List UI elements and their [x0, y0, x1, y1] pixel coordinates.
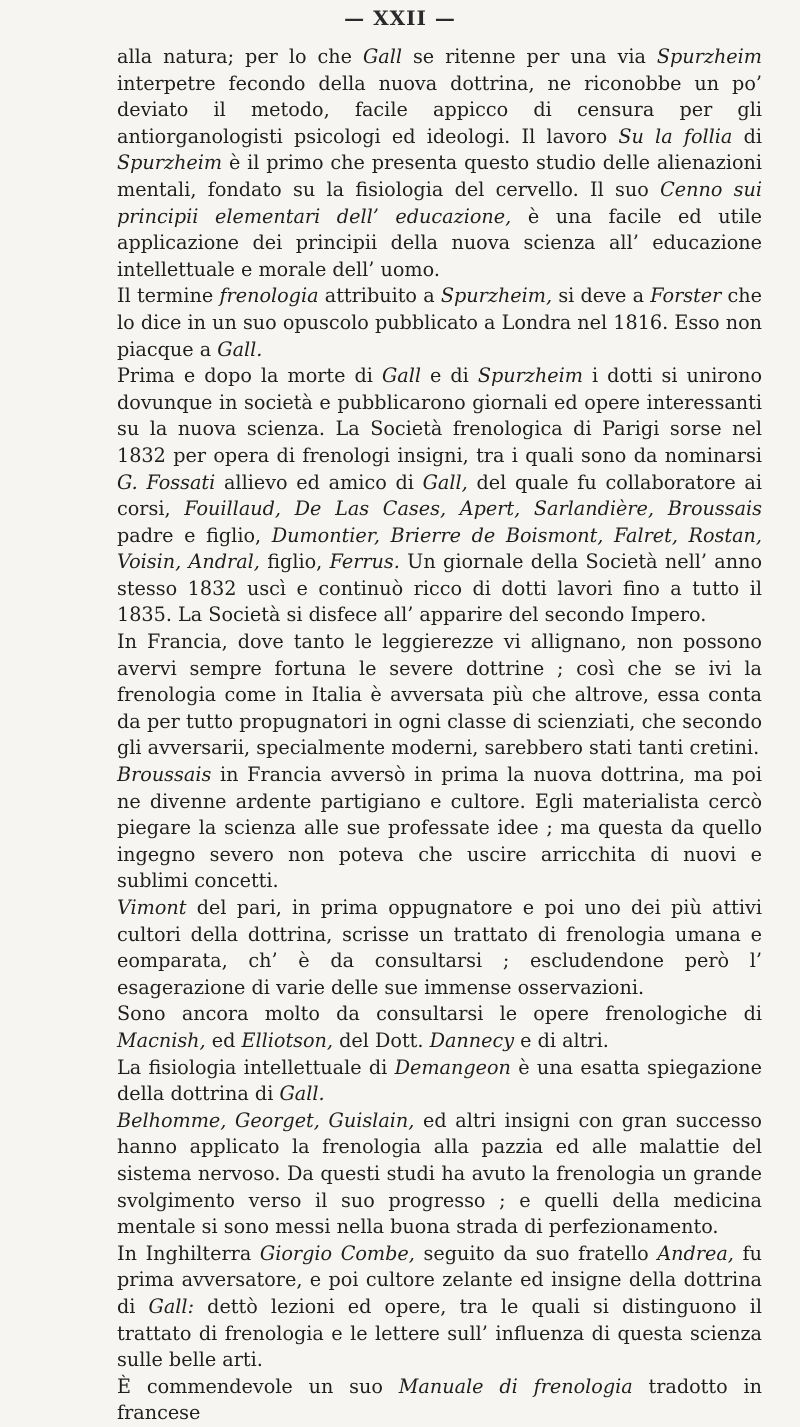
paragraph — [117, 1374, 762, 1427]
paragraph — [117, 363, 762, 629]
italic-run: Gall, — [422, 470, 468, 494]
italic-run: Broussais — [117, 763, 212, 787]
text-run: La fisiologia intellettuale di — [117, 1055, 395, 1079]
paragraph — [117, 1055, 762, 1108]
text-run: ed altri insigni con gran successo hanno applicato la frenologia alla pazzia ed alle malattie del sistema nervoso. Da questi studi ha avuto la frenologia un grande svolgimento verso il suo progresso ; e quelli della medicina mentale si sono messi nella buona strada di perfezionamento. — [117, 1108, 762, 1239]
text-run: padre e figlio, — [117, 523, 272, 547]
text-run: È commendevole un suo — [117, 1374, 399, 1398]
italic-run: Gall — [362, 45, 402, 68]
text-run: alla natura; per lo che — [117, 45, 363, 68]
italic-run: Ferrus. — [329, 550, 400, 574]
italic-run: Dumontier, Brierre de Boismont, Falret, Rostan, Voisin, Andral, — [117, 523, 762, 574]
text-run: ed — [205, 1028, 242, 1052]
italic-run: Cenno sui principii elementari dell’ educazione, — [117, 177, 763, 228]
italic-run: Dannecy — [429, 1028, 515, 1052]
text-run: di — [732, 124, 762, 148]
text-run: Il termine — [117, 284, 220, 308]
text-run: del quale fu collaboratore ai corsi, — [117, 470, 762, 521]
italic-run: Vimont — [117, 896, 187, 919]
italic-run: Spurzheim, — [440, 284, 553, 308]
italic-run: Gall. — [217, 337, 263, 361]
italic-run: Demangeon — [394, 1055, 511, 1079]
text-run: è una facile ed utile applicazione dei principii della nuova scienza all’ educazione intellettuale e morale dell’ uomo. — [117, 204, 762, 281]
text-run: dettò lezioni ed opere, tra le quali si distinguono il trattato di frenologia e le lettere sull’ influenza di questa scienza sulle belle arti. — [117, 1294, 762, 1372]
text-run: seguito da suo fratello — [414, 1241, 658, 1265]
text-run: Prima e dopo la morte di — [117, 364, 382, 388]
text-run: del Dott. — [333, 1028, 430, 1052]
text-run: se ritenne per una via — [401, 45, 657, 68]
paragraph — [117, 1108, 762, 1241]
italic-run: Spurzheim — [477, 364, 583, 388]
paragraph — [117, 283, 762, 363]
italic-run: Spurzheim — [656, 45, 762, 68]
text-run: In Inghilterra — [117, 1241, 260, 1265]
text-run: è una esatta spiegazione della dottrina di — [117, 1055, 763, 1106]
italic-run: Gall — [381, 364, 421, 388]
text-run: figlio, — [259, 550, 330, 574]
text-run: che lo dice in un suo opuscolo pubblicato a Londra nel 1816. Esso non piacque a — [117, 284, 763, 361]
italic-run: Gall. — [279, 1082, 325, 1106]
text-run: Sono ancora molto da consultarsi le opere frenologiche di — [117, 1002, 762, 1026]
italic-run: Macnish, — [117, 1028, 206, 1052]
italic-run: Manuale di frenologia — [398, 1374, 633, 1398]
paragraph — [117, 1241, 762, 1374]
italic-run: G. Fossati — [117, 470, 216, 494]
paragraph — [117, 762, 762, 895]
text-run: fu prima avversatore, e poi cultore zelante ed insigne della dottrina di — [117, 1241, 762, 1318]
paragraph — [117, 629, 762, 762]
italic-run: Forster — [650, 284, 722, 308]
text-run: i dotti si unirono dovunque in società e pubblicarono giornali ed opere interessanti su la nuova scienza. La Società frenologica di Parigi sorse nel 1832 per opera di frenologi insigni, tra i quali sono da nominarsi — [117, 364, 763, 467]
italic-run: Gall: — [148, 1294, 195, 1318]
paragraph — [117, 895, 762, 1001]
italic-run: Fouillaud, De Las Cases, Apert, Sarlandière, Broussais — [184, 497, 762, 521]
text-run: è il primo che presenta questo studio delle alienazioni mentali, fondato su la fisiologia del cervello. Il suo — [117, 151, 762, 201]
italic-run: frenologia — [219, 284, 319, 308]
body-text — [117, 44, 762, 1427]
text-run: e di altri. — [514, 1028, 609, 1052]
italic-run: Su la follia — [618, 124, 733, 148]
italic-run: Spurzheim — [117, 151, 223, 175]
text-run: Un giornale della Società nell’ anno stesso 1832 uscì e continuò ricco di dotti lavori fino a tutto il 1835. La Società si disfece all’ apparire del secondo Impero. — [117, 550, 763, 627]
italic-run: Andrea, — [657, 1241, 734, 1265]
page-number-header: — XXII — — [344, 6, 456, 30]
text-run: attribuito a — [318, 284, 441, 308]
text-run: In Francia, dove tanto le leggierezze vi allignano, non possono avervi sempre fortuna le severe dottrine ; così che se ivi la frenologia come in Italia è avversata più che altrove, essa conta da per tutto propugnatori in ogni classe di scienziati, che secondo gli avversarii, specialmente moderni, sarebbero stati tanti cretini. — [117, 630, 762, 760]
italic-run: Belhomme, Georget, Guislain, — [117, 1108, 415, 1132]
italic-run: Giorgio Combe, — [259, 1241, 415, 1265]
text-run: si deve a — [552, 284, 651, 308]
text-run: del pari, in prima oppugnatore e poi uno dei più attivi cultori della dottrina, scrisse un trattato di frenologia umana e eomparata, ch’ è da consultarsi ; escludendone però l’ esagerazione di varie delle sue immense osservazioni. — [117, 896, 762, 999]
text-run: allievo ed amico di — [215, 470, 423, 494]
paragraph — [117, 44, 762, 283]
italic-run: Elliotson, — [241, 1028, 334, 1052]
text-run: e di — [421, 364, 478, 388]
text-run: in Francia avversò in prima la nuova dottrina, ma poi ne divenne ardente partigiano e cultore. Egli materialista cercò piegare la scienza alle sue professate idee ; ma questa da quello ingegno severo non poteva che uscire arricchita di nuovi e sublimi concetti. — [117, 763, 762, 893]
paragraph — [117, 1001, 762, 1054]
text-run: tradotto in francese — [117, 1374, 762, 1425]
text-run: interpetre fecondo della nuova dottrina, ne riconobbe un po’ deviato il metodo, facile appicco di censura per gli antiorganologisti psicologi ed ideologi. Il lavoro — [117, 71, 762, 148]
